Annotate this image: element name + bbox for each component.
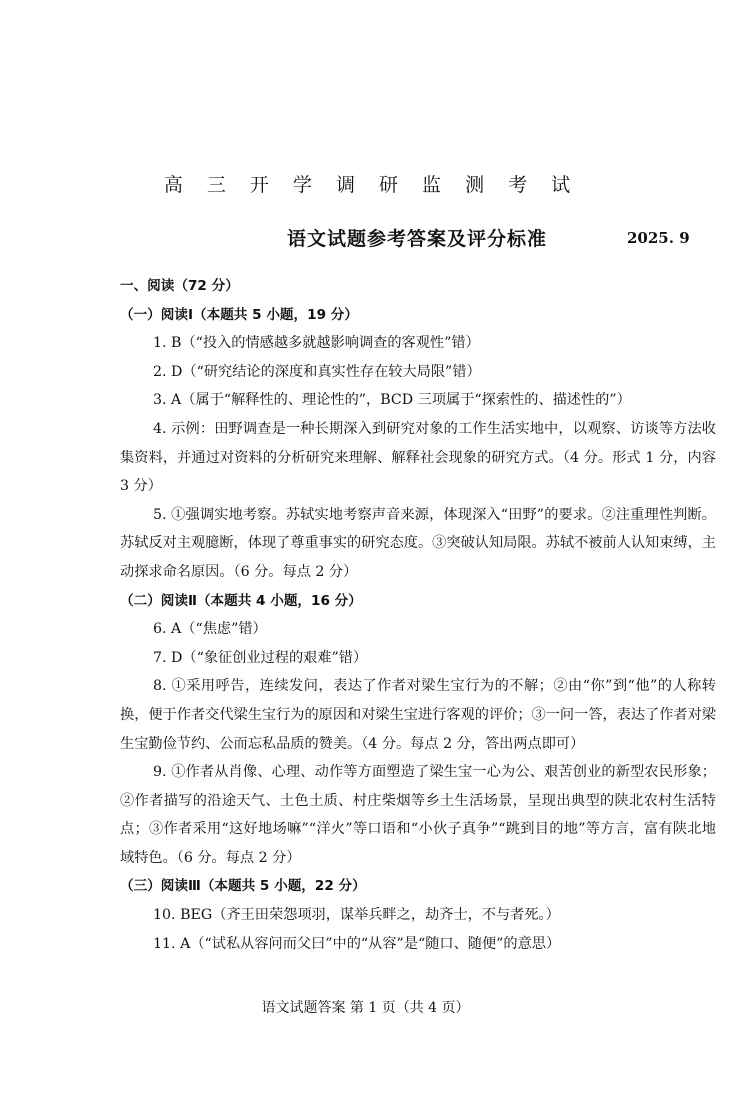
answer-q9: 9. ①作者从肖像、心理、动作等方面塑造了梁生宝一心为公、艰苦创业的新型农民形象；②作者描写的沿途天气、土色土质、村庄柴烟等乡土生活场景，呈现出典型的陕北农村生活特点；③作者采用“这好地场嘛”“洋火”等口语和“小伙子真争”“跳到目的地”等方言，富有陕北地域特色。（6 分。每点 2 分） (120, 764, 716, 866)
answer-content (120, 272, 716, 958)
answer-q7: 7. D（“象征创业过程的艰难”错） (153, 649, 368, 666)
answer-q3: 3. A（属于“解释性的、理论性的”，BCD 三项属于“探索性的、描述性的”） (153, 392, 631, 409)
answer-q1: 1. B（“投入的情感越多就越影响调查的客观性”错） (153, 335, 480, 352)
section-heading-part1: （一）阅读Ⅰ（本题共 5 小题，19 分） (120, 306, 358, 323)
answer-q8: 8. ①采用呼告，连续发问，表达了作者对梁生宝行为的不解；②由“你”到“他”的人称转换，便于作者交代梁生宝行为的原因和对梁生宝进行客观的评价；③一问一答，表达了作者对梁生宝勤俭节约、公而忘私品质的赞美。（4 分。每点 2 分，答出两点即可） (120, 678, 716, 752)
answer-q2: 2. D（“研究结论的深度和真实性存在较大局限”错） (153, 363, 481, 380)
answer-q11: 11. A（“试私从容问而父曰”中的“从容”是“随口、随便”的意思） (153, 935, 561, 952)
answer-q4: 4. 示例：田野调查是一种长期深入到研究对象的工作生活实地中，以观察、访谈等方法收集资料，并通过对资料的分析研究来理解、解释社会现象的研究方式。（4 分。形式 1 分，内容 3 分） (120, 420, 716, 495)
answer-q5: 5. ①强调实地考察。苏轼实地考察声音来源，体现深入“田野”的要求。②注重理性判断。苏轼反对主观臆断，体现了尊重事实的研究态度。③突破认知局限。苏轼不被前人认知束缚，主动探求命名原因。（6 分。每点 2 分） (120, 506, 716, 580)
section-heading-reading: 一、阅读（72 分） (120, 278, 239, 294)
section-heading-part2: （二）阅读Ⅱ（本题共 4 小题，16 分） (120, 592, 362, 609)
answer-q10: 10. BEG（齐王田荣怨项羽，谋举兵畔之，劫齐士，不与者死。） (153, 907, 560, 924)
page-footer: 语文试题答案 第 1 页（共 4 页） (261, 1000, 470, 1016)
answer-q6: 6. A（“焦虑”错） (153, 621, 267, 638)
exam-date: 2025. 9 (627, 229, 690, 247)
document-title: 语文试题参考答案及评分标准 (287, 228, 548, 250)
section-heading-part3: （三）阅读Ⅲ（本题共 5 小题，22 分） (120, 878, 366, 895)
exam-title: 高 三 开 学 调 研 监 测 考 试 (163, 174, 580, 196)
